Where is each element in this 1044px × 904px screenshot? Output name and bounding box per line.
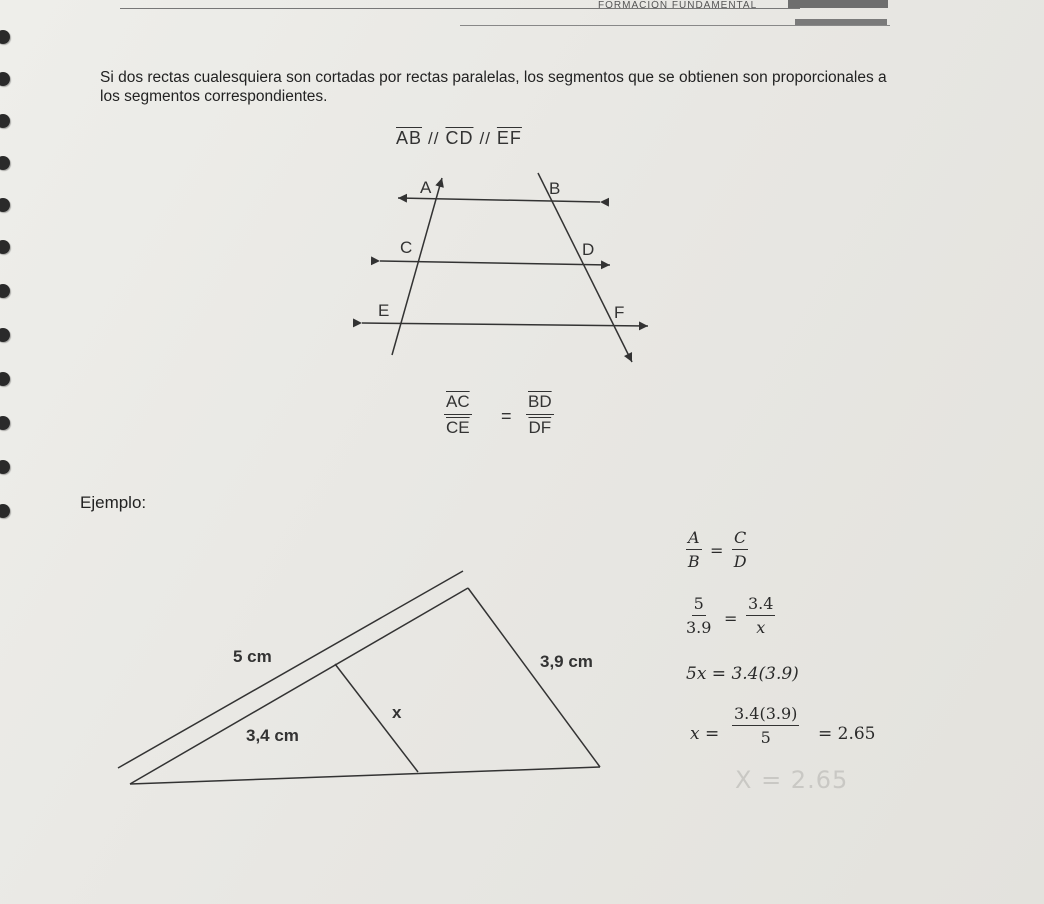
triangle-base — [130, 767, 600, 784]
ratio-ac: $\overline{AC}$ — [446, 392, 470, 411]
ratio-right — [526, 392, 554, 438]
ratio-left — [444, 392, 472, 438]
step2-num: 5 — [692, 594, 706, 616]
label-d: D — [582, 240, 595, 259]
step4-lhs: x = — [690, 724, 720, 744]
step1-right — [732, 528, 748, 571]
step1-den-b: B — [687, 552, 700, 571]
segment-ef: $\overline{EF}$ — [496, 128, 522, 148]
step2-den: 3.9 — [686, 618, 712, 637]
step4-num: 3.4(3.9) — [732, 704, 799, 726]
step4-den: 5 — [760, 728, 771, 747]
step4-frac — [732, 704, 799, 747]
step2-left — [686, 594, 711, 637]
label-e: E — [378, 301, 390, 320]
ratio-df: DF — [528, 418, 552, 437]
step1-num-a: A — [686, 528, 702, 550]
ratio-bd: $\overline{BD}$ — [528, 392, 552, 411]
step3-equation: 5x = 3.4(3.9) — [686, 664, 799, 684]
step1-equals: = — [710, 541, 724, 560]
line-ef — [362, 323, 648, 326]
step1-left — [686, 528, 702, 571]
label-b: B — [549, 179, 561, 198]
segment-ab: $\overline{AB}$ — [396, 128, 423, 148]
label-x: x — [392, 703, 402, 722]
ratio-equals: = — [501, 406, 512, 426]
ratio-ce: CE — [446, 418, 470, 437]
label-f: F — [614, 303, 625, 322]
label-5cm: 5 cm — [233, 647, 272, 666]
line-cd — [380, 261, 610, 265]
step2-den-x: x — [756, 618, 766, 637]
triangle-right-side — [468, 588, 600, 767]
step4-result: = 2.65 — [818, 724, 876, 744]
triangle-diagram — [118, 571, 600, 784]
label-3-9cm: 3,9 cm — [540, 652, 593, 671]
parallel-segment-x — [335, 664, 418, 772]
label-a: A — [420, 178, 432, 197]
step2-equals: = — [724, 609, 738, 628]
intro-text: Si dos rectas cualesquiera son cortadas por rectas paralelas, los segmentos que se obtienen son proporcionales a los segmentos correspondientes. — [100, 69, 887, 105]
example-heading: Ejemplo: — [80, 493, 147, 512]
step2-right — [746, 594, 775, 637]
header-title: FORMACIÓN FUNDAMENTAL — [598, 0, 758, 11]
step1-num-c: C — [732, 528, 748, 550]
transversal-left — [392, 178, 442, 355]
label-3-4cm: 3,4 cm — [246, 726, 299, 745]
parallel-symbol: // — [479, 129, 491, 148]
parallel-symbol: // — [428, 129, 440, 148]
handwritten-answer: X = 2.65 — [735, 766, 849, 794]
segment-cd: $\overline{CD}$ — [445, 128, 474, 148]
step2-num-r: 3.4 — [746, 594, 775, 616]
label-c: C — [400, 238, 413, 257]
step1-den-d: D — [733, 552, 747, 571]
line-ab — [398, 198, 600, 202]
triangle-hypotenuse-inner — [130, 588, 468, 784]
